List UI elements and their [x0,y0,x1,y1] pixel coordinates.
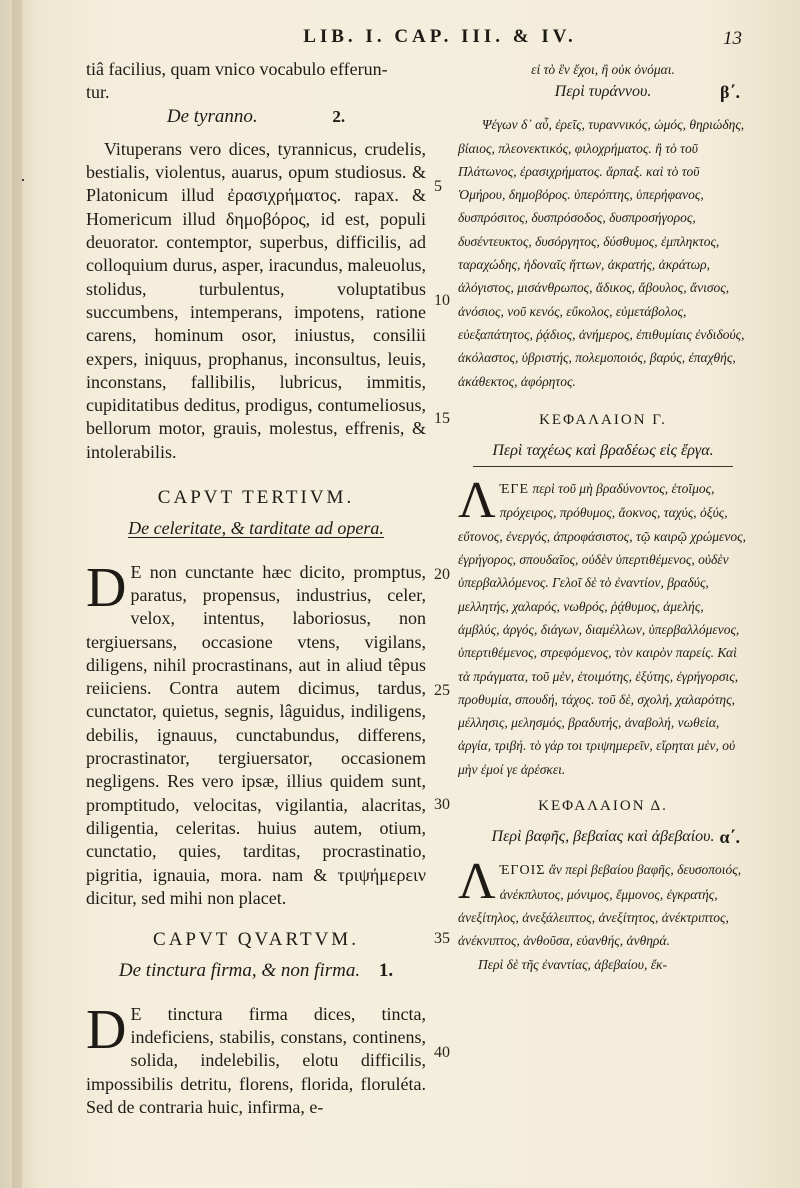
caput3-title: CAPVT TERTIVM. [157,487,355,509]
line-number-15: 15 [434,410,450,427]
tyranno-number: 2. [332,106,346,126]
caput4-text: E tinctura firma dices, tincta, indeficiens, stabilis, constans, continens, solida, indelebilis, elotu difficilis, impossibilis detritu, florens, florida, floruléta. Sed de contraria huic, infirma, e- [86,1003,426,1117]
caput4-paragraph [86,998,426,1119]
kef4-dropcap: Λ [458,853,496,911]
tyrannou-paragraph: Ψέγων δ᾽ αὖ, ἐρεῖς, τυραννικός, ὠμός, θηριώδης, βίαιος, πλεονεκτικός, φιλοχρήματος. ἢ τὸ τοῦ Πλάτωνος, ἐρασιχρήματος. ἅρπαξ. καὶ τὸ τοῦ Ὁμήρου, δημοβόρος. ὑπερόπτης, ὑπερήφανος, δυσπρόσιτος, δυσπρόσοδος, δυσπροσήγορος, δυσέντευκτος, δυσόργητος, δύσθυμος, ἐμπληκτος, ταραχώδης, ἡδοναῖς ἥττων, ἀκρατής, ἀκράτωρ, ἀλόγιστος, μισάνθρωπος, ἄδικος, ἄβουλος, ἄνισος, ἀνόσιος, νοῦ κενός, εὔκολος, εὐμετάβολος, εὐεξαπάτητος, ῥᾴδιος, ἀνήμερος, ἐπιθυμίαις ἐνδιδούς, ἀκόλαστος, ὑβριστής, πολεμοποιός, βαρύς, ἐπαχθής, ἀκάθεκτος, ἀφόρητος. [458,117,745,389]
intro-line-2: tur. [86,82,110,103]
caput3-subtitle [86,517,426,540]
greek-intro-line: εἰ τὸ ἓν ἔχοι, ἢ οὐκ ὀνόμαι. [531,62,675,77]
tyrannou-title: Περὶ τυράννου. [554,83,652,101]
line-number-40: 40 [434,1044,450,1061]
kef4-paragraph [458,853,748,952]
kef4-tail: Περὶ δὲ τῆς ἐναντίας, ἀβεβαίου, ἔκ- [478,956,667,972]
kef4-number: α΄. [719,827,740,848]
line-number-5: 5 [434,178,442,195]
kef3-dropcap: Λ [458,472,496,530]
section-heading-tyranno [86,105,426,128]
caput4-subtitle [86,959,426,982]
tyranno-paragraph: Vituperans vero dices, tyrannicus, crudelis, bestialis, violentus, auarus, opum studiosus. & Platonicum illud ἐρασιχρήματος. rapax. & Homericum illud δημοβόρος, id est, populi deuorator. contemptor, superbus, difficilis, ad colloquium durus, asper, iracundus, maleuolus, stolidus, turbulentus, voluptatibus succumbens, intemperans, impotens, ratione carens, hominum osor, iniustus, consilii expers, iniquus, prophanus, inconsultus, leuis, inconstans, fallibilis, lubricus, immitis, cupiditatibus deditus, prodigus, contumeliosus, bellorum motor, grauis, molestus, effrenis, & intolerabilis. [86,138,426,462]
kef3-lead: ΈΓΕ [499,482,530,498]
latin-column [86,58,426,1119]
line-number-30: 30 [434,796,450,813]
caput4-title: CAPVT QVARTVM. [153,929,359,951]
page-number: 13 [723,28,742,49]
kef4-lead: ΈΓΟΙΣ [499,863,546,879]
tyrannou-number: β΄. [720,82,740,103]
caput4-dropcap: D [86,998,127,1061]
caput3-dropcap: D [86,556,127,619]
section-heading-tyrannou [458,81,748,103]
tyranno-title: De tyranno. [166,105,258,127]
kef4-subtitle-text: Περὶ βαφῆς, βεβαίας καὶ ἀβεβαίου. [491,828,715,846]
caput3-paragraph [86,556,426,910]
kef4-text: ἂν περὶ βεβαίου βαφῆς, δευσοποιός, ἀνέκπλυτος, μόνιμος, ἔμμονος, ἐγκρατής, ἀνεξίτηλος, ἀνεξάλειπτος, ἀνεξίτητος, ἀνέκτριπτος, ἀνέκνιπτος, ἀνθοῦσα, εὐανθής, ἀνθηρά. [458,862,742,949]
caput4-subtitle-text: De tinctura firma, & non firma. [118,960,361,982]
line-number-10: 10 [434,292,450,309]
kef3-text: περὶ τοῦ μὴ βραδύνοντος, ἑτοῖμος, πρόχειρος, πρόθυμος, ἄοκνος, ταχύς, ὀξύς, εὔτονος, ἐνεργός, ἀπροφάσιστος, τῷ καιρῷ χρώμενος, ἐγρήγορος, σπουδαῖος, οὐδὲν ὑπερτιθέμενος, οὐδὲν ὑπερβαλλόμενος. Γελοῖ δὲ τὸ ἐναντίον, βραδύς, μελλητής, χαλαρός, νωθρός, ῥᾴθυμος, ἀμελής, ἀμβλύς, ἀργός, διάγων, διαμέλλων, ὑπερβαλλόμενος, ὑπερτιθέμενος, στρεφόμενος, τὸν καιρὸν παρείς. Καὶ τὰ πράγματα, τοῦ μὲν, ἑτοιμότης, ἐξύτης, ἐγρήγορσις, προθυμία, σπουδή, τάχος. τοῦ δὲ, σχολή, χαλαρότης, μέλλησις, μελησμός, βραδυτής, ἀναβολή, νωθεία, ἀργία, τριβή. τὸ γάρ τοι τριψημερεῖν, εἴρηται μὲν, οὐ μὴν ἐμοί γε ἀρέσκει. [458,481,746,777]
running-head: LIB. I. CAP. III. & IV. [303,26,577,47]
margin-mark: · [20,170,26,190]
line-number-20: 20 [434,566,450,583]
kef4-title: ΚΕΦΑΛΑΙΟΝ Δ. [538,798,668,815]
caput3-subtitle-text: De celeritate, & tarditate ad opera. [128,518,384,539]
caput3-text: E non cunctante hæc dicito, promptus, paratus, propensus, industrius, celer, velox, intentus, laboriosus, non tergiuersans, occasione vtens, vigilans, diligens, nihil procrastinans, aut in aliud têpus reiiciens. Contra autem dicimus, tardus, cunctator, quietus, segnis, lâguidus, indiligens, debilis, ignauus, cunctabundus, differens, procrastinator, tergiuersator, occasionem negligens. Res vero ipsæ, illius quidem sunt, promptitudo, velocitas, vigilantia, alacritas, diligentia, celeritas. huius autem, otium, cunctatio, quies, tarditas, procrastinatio, pigritia, ignauia, mora. nam & τριψήμερειν dicitur, sed mihi non placet. [86,561,426,908]
kef3-subtitle: Περὶ ταχέως καὶ βραδέως εἰς ἔργα. [492,442,714,460]
greek-column [458,58,748,976]
caput4-number: 1. [378,960,394,982]
line-number-25: 25 [434,682,450,699]
intro-line-1: tiâ facilius, quam vnico vocabulo efferun- [86,59,388,79]
line-number-35: 35 [434,930,450,947]
kef3-paragraph [458,472,748,781]
kef3-title: ΚΕΦΑΛΑΙΟΝ Γ. [539,411,667,428]
kef4-subtitle [458,826,748,848]
